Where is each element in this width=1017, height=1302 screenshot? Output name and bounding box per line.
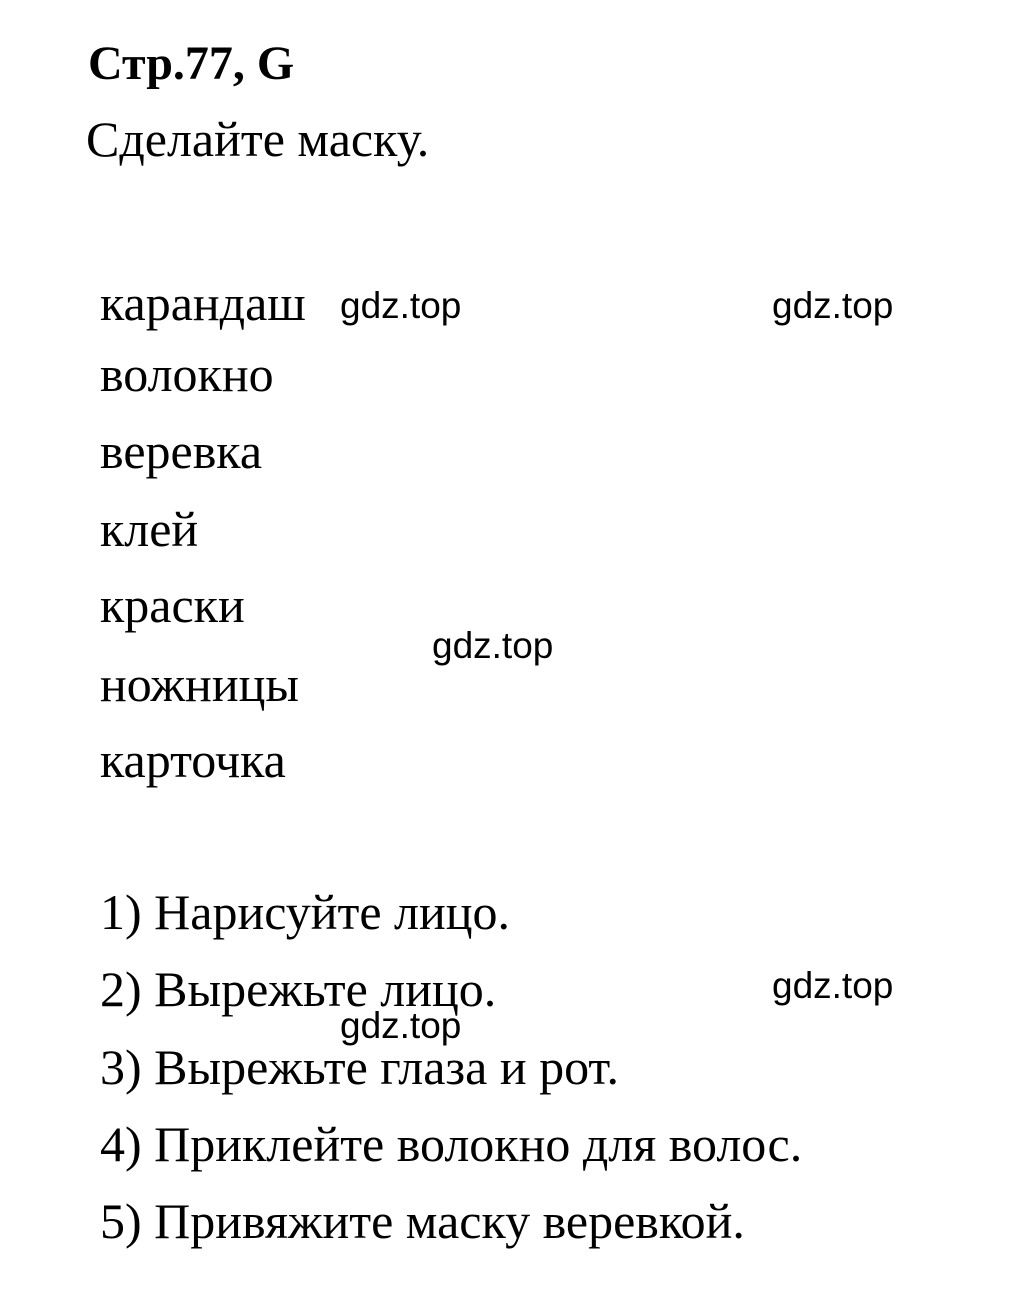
step-item: 4) Приклейте волокно для волос. xyxy=(100,1116,803,1172)
watermark: gdz.top xyxy=(340,1005,462,1046)
material-item-card: карточка xyxy=(100,732,286,788)
step-item: 5) Привяжите маску веревкой. xyxy=(100,1193,745,1249)
watermark: gdz.top xyxy=(340,285,462,326)
step-item: 1) Нарисуйте лицо. xyxy=(100,884,511,940)
watermark: gdz.top xyxy=(772,965,894,1006)
material-item-rope: веревка xyxy=(100,423,263,479)
watermark: gdz.top xyxy=(432,625,554,666)
material-item-pencil: карандаш xyxy=(100,275,306,331)
page-title: Стр.77, G xyxy=(88,37,295,90)
material-item-scissors: ножницы xyxy=(100,656,299,712)
step-item: 2) Вырежьте лицо. xyxy=(100,961,497,1017)
watermark: gdz.top xyxy=(772,285,894,326)
step-item: 3) Вырежьте глаза и рот. xyxy=(100,1039,620,1095)
material-item-fiber: волокно xyxy=(100,346,274,402)
page-subtitle: Сделайте маску. xyxy=(86,111,430,167)
material-item-glue: клей xyxy=(100,501,199,557)
material-item-paints: краски xyxy=(100,577,245,633)
